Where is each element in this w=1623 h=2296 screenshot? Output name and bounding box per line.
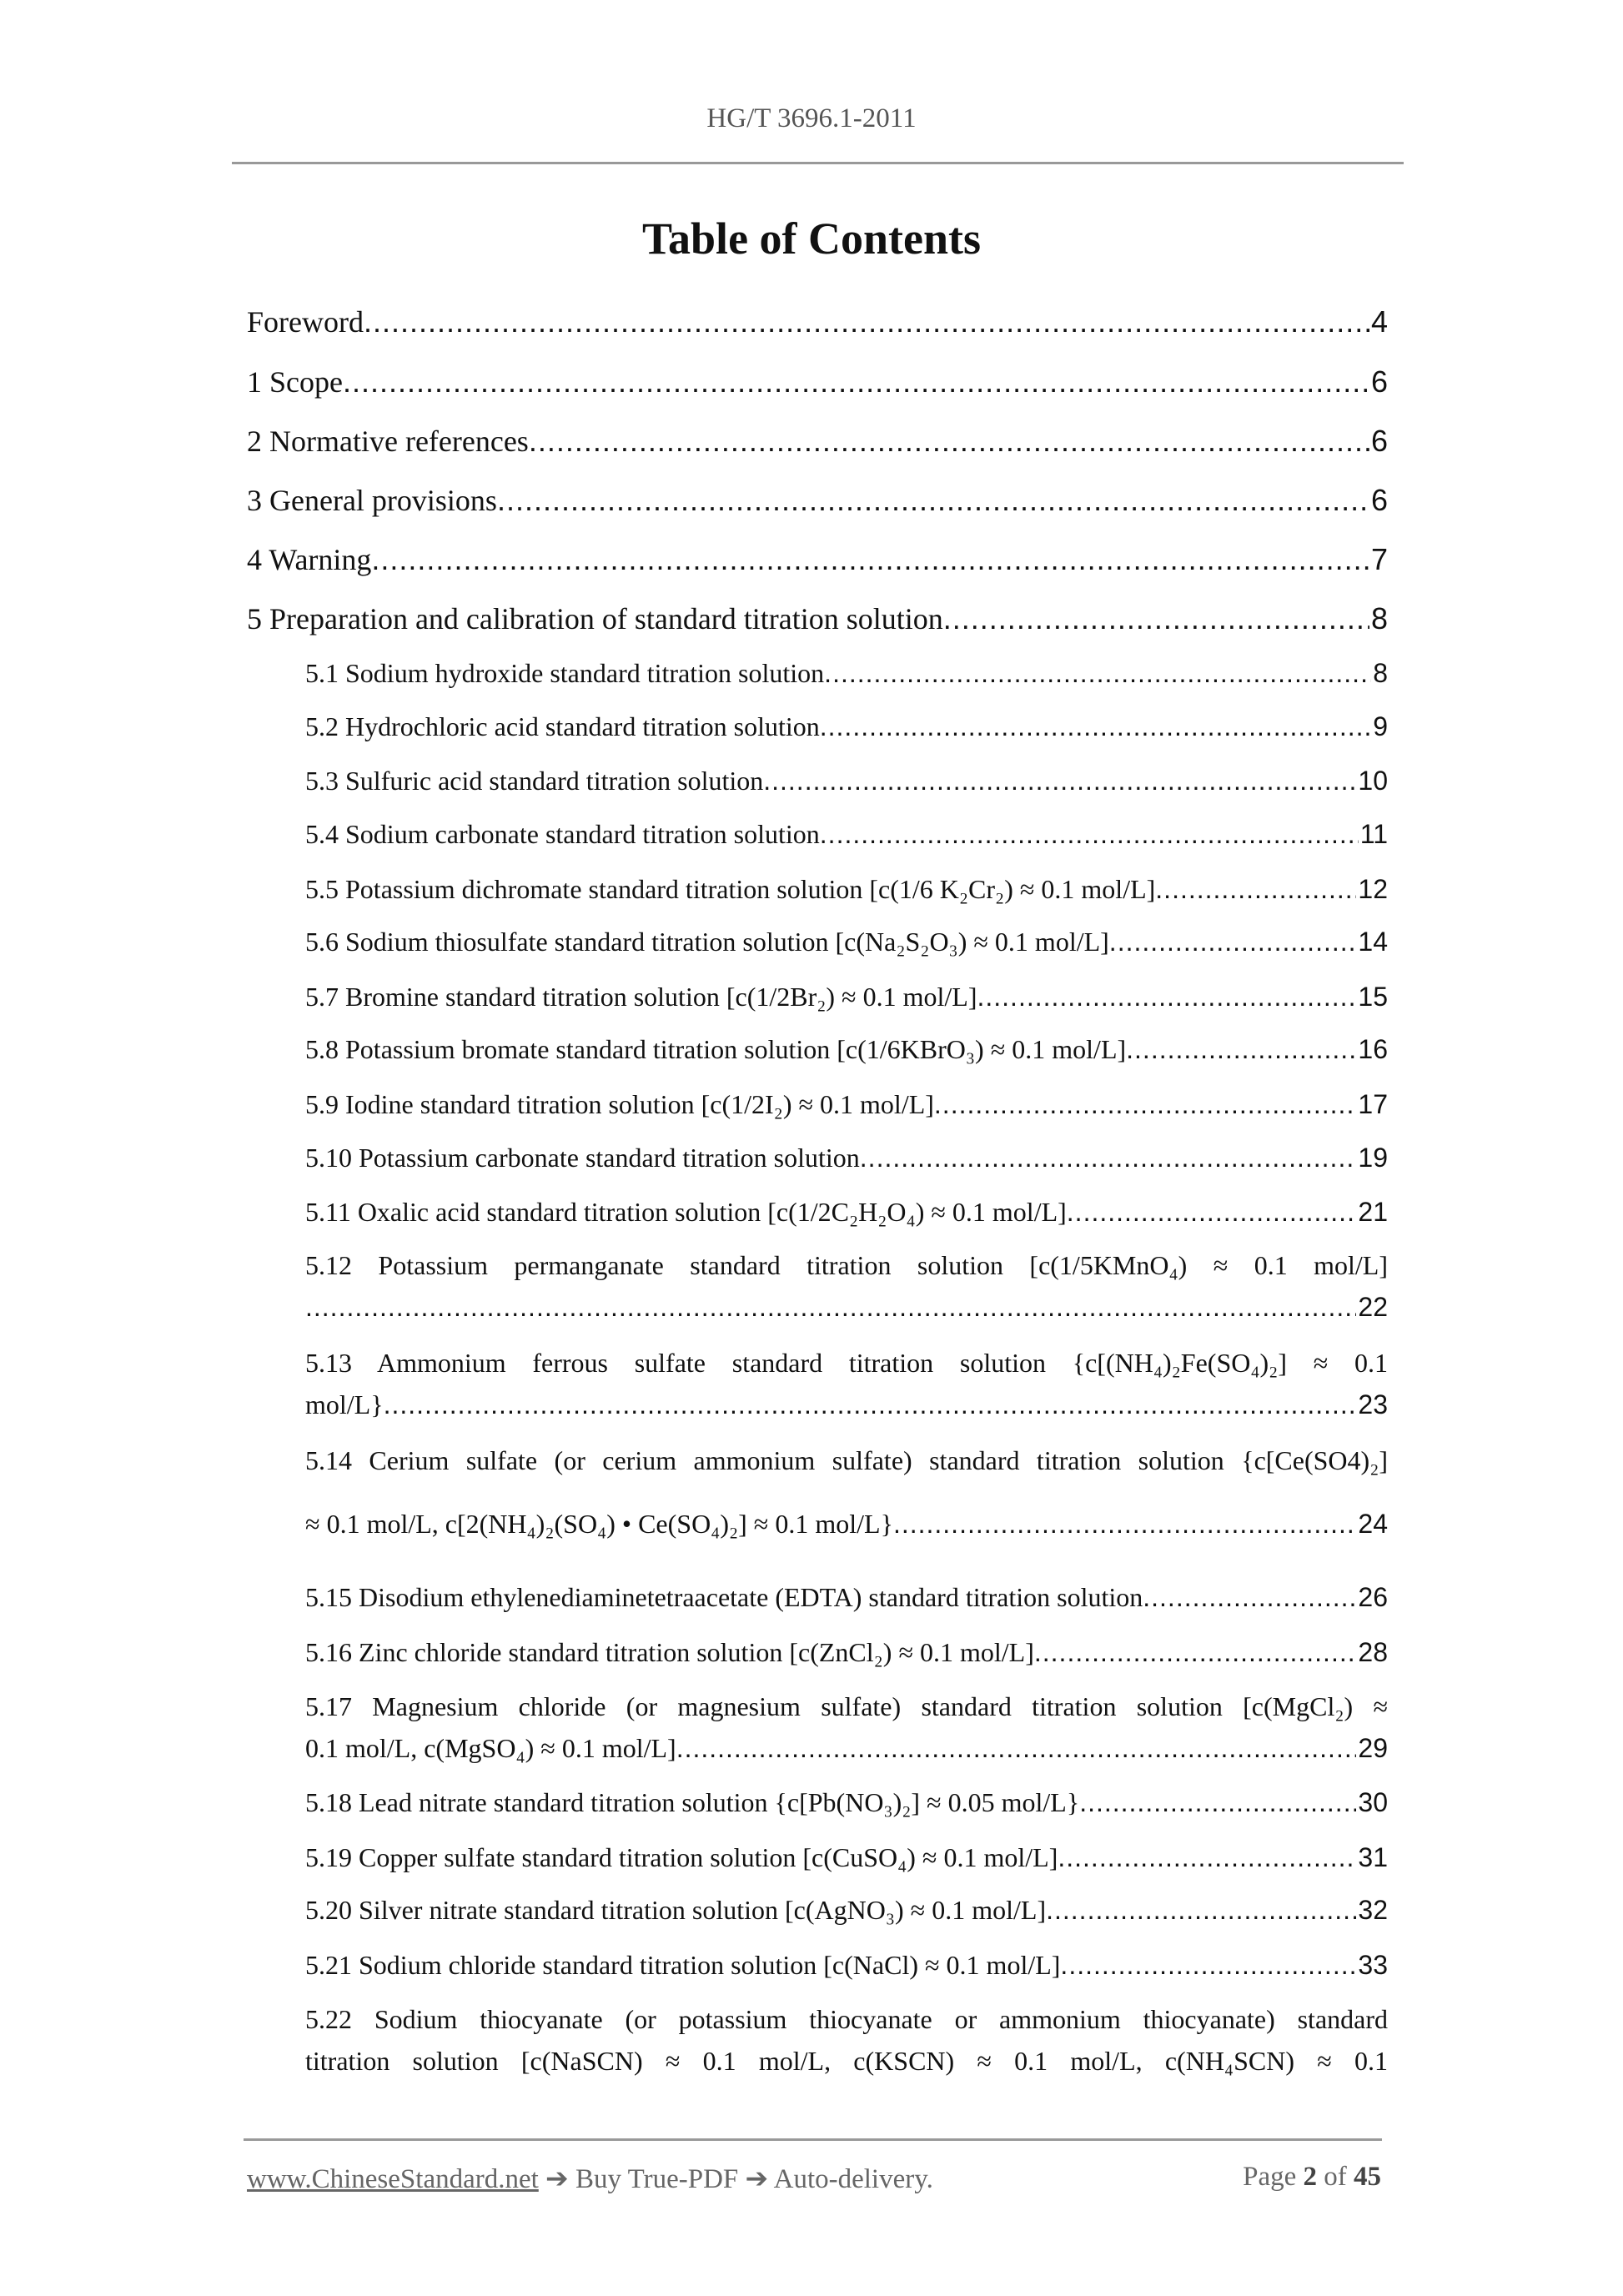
toc-entry[interactable] [305, 868, 1388, 910]
toc-page-number: 6 [1370, 424, 1388, 458]
toc-entry[interactable] [305, 1576, 1388, 1618]
dot-leader [343, 359, 1369, 405]
toc-entry[interactable] [305, 1191, 1388, 1233]
toc-page-number: 30 [1358, 1787, 1388, 1817]
toc-entry-line [247, 359, 1388, 405]
toc-entry-line [305, 1781, 1388, 1823]
dot-leader [364, 299, 1369, 345]
toc-entry[interactable] [305, 1342, 1388, 1425]
toc-entry-title: 5.17 Magnesium chloride (or magnesium sulfate) standard titration solution [c(MgCl₂) ≈ [305, 1691, 1388, 1721]
toc-entry-line [305, 1028, 1388, 1070]
toc-entry-line [305, 1384, 1388, 1425]
dot-leader [893, 1503, 1356, 1545]
toc-entry-title: 5.2 Hydrochloric acid standard titration solution [305, 711, 820, 741]
toc-page-number: 7 [1370, 542, 1388, 576]
buy-text: Buy True-PDF [575, 2164, 739, 2194]
toc-page-number: 21 [1358, 1197, 1388, 1227]
toc-entry-line [305, 1244, 1388, 1286]
page-indicator [1243, 2162, 1381, 2193]
toc-entry-title: 5.19 Copper sulfate standard titration solution [c(CuSO₄) ≈ 0.1 mol/L] [305, 1842, 1058, 1872]
toc-entry[interactable] [305, 706, 1388, 747]
toc-entry-line [305, 1836, 1388, 1878]
toc-entry-line [305, 1727, 1388, 1769]
website-link[interactable]: www.ChineseStandard.net [247, 2164, 539, 2194]
toc-entry-line [305, 706, 1388, 747]
toc-entry[interactable] [305, 1889, 1388, 1931]
toc-entry-title: 5.14 Cerium sulfate (or cerium ammonium sulfate) standard titration solution {c[Ce(SO4)₂] [305, 1445, 1388, 1475]
toc-entry-title: 5.11 Oxalic acid standard titration solution [c(1/2C₂H₂O₄) ≈ 0.1 mol/L] [305, 1197, 1067, 1227]
toc-page-number: 10 [1358, 766, 1388, 796]
dot-leader [824, 652, 1371, 694]
toc-entry-title: 5 Preparation and calibration of standard titration solution [247, 602, 943, 636]
toc-page-number: 26 [1358, 1582, 1388, 1612]
dot-leader [305, 1286, 1356, 1328]
toc-entry-title: 5.1 Sodium hydroxide standard titration solution [305, 658, 825, 688]
toc-entry-title: 5.5 Potassium dichromate standard titration solution [c(1/6 K₂Cr₂) ≈ 0.1 mol/L] [305, 874, 1156, 904]
toc-entry-title: mol/L} [305, 1389, 384, 1419]
toc-entry-line [305, 1083, 1388, 1125]
dot-leader [820, 706, 1371, 747]
dot-leader [1155, 868, 1356, 910]
toc-entry[interactable] [247, 418, 1388, 465]
toc-entry-title: 4 Warning [247, 543, 372, 576]
toc-entry[interactable] [305, 1781, 1388, 1823]
toc-entry-line [247, 536, 1388, 583]
toc-entry[interactable] [305, 1631, 1388, 1673]
toc-entry-title: 5.20 Silver nitrate standard titration solution [c(AgNO₃) ≈ 0.1 mol/L] [305, 1895, 1047, 1925]
footer-divider [244, 2138, 1382, 2141]
running-header: HG/T 3696.1-2011 [706, 103, 917, 133]
dot-leader [497, 477, 1369, 524]
toc-page-number: 8 [1370, 601, 1388, 636]
toc-entry-line [247, 418, 1388, 465]
toc-entry[interactable] [305, 1439, 1388, 1545]
toc-entry[interactable] [247, 299, 1388, 345]
toc-page-number: 4 [1370, 304, 1388, 339]
toc-entry-title: Foreword [247, 305, 364, 339]
toc-entry-title: 2 Normative references [247, 425, 529, 458]
dot-leader [763, 760, 1356, 801]
toc-entry[interactable] [247, 359, 1388, 405]
toc-entry-title: 5.6 Sodium thiosulfate standard titration solution [c(Na₂S₂O₃) ≈ 0.1 mol/L] [305, 927, 1109, 957]
toc-page-number: 11 [1359, 819, 1388, 849]
dot-leader [371, 536, 1369, 583]
toc-entry-title: 5.9 Iodine standard titration solution [c(1/2I₂) ≈ 0.1 mol/L] [305, 1089, 934, 1119]
toc-entry-line [305, 1998, 1388, 2040]
toc-entry-title: 5.4 Sodium carbonate standard titration solution [305, 819, 820, 849]
page-label: Page [1243, 2162, 1297, 2192]
toc-entry-title: ≈ 0.1 mol/L, c[2(NH₄)₂(SO₄) • Ce(SO₄)₂] ≈ 0.1 mol/L} [305, 1509, 893, 1539]
dot-leader [529, 418, 1369, 465]
dot-leader [1143, 1576, 1356, 1618]
dot-leader [1060, 1944, 1356, 1986]
dot-leader [977, 976, 1356, 1017]
toc-page-number: 23 [1358, 1389, 1388, 1419]
toc-entry[interactable] [247, 477, 1388, 524]
toc-page-number: 14 [1358, 927, 1388, 957]
toc-entry[interactable] [247, 536, 1388, 583]
dot-leader [1067, 1191, 1357, 1233]
toc-page-number: 15 [1358, 982, 1388, 1012]
arrow-icon: ➔ [545, 2164, 569, 2194]
toc-entry-line [305, 813, 1388, 855]
dot-leader [1034, 1631, 1357, 1673]
toc-entry-title: 5.3 Sulfuric acid standard titration solution [305, 766, 764, 796]
toc-entry-title: 5.7 Bromine standard titration solution [c(1/2Br₂) ≈ 0.1 mol/L] [305, 982, 977, 1012]
toc-entry-line [305, 976, 1388, 1017]
toc-entry-line [305, 1944, 1388, 1986]
toc-page-number: 24 [1358, 1509, 1388, 1539]
toc-page-number: 16 [1358, 1034, 1388, 1064]
toc-entry-line [305, 760, 1388, 801]
toc-entry-title: 5.12 Potassium permanganate standard titration solution [c(1/5KMnO₄) ≈ 0.1 mol/L] [305, 1250, 1388, 1280]
toc-entry-title: 0.1 mol/L, c(MgSO₄) ≈ 0.1 mol/L] [305, 1733, 676, 1763]
toc-page-number: 17 [1358, 1089, 1388, 1119]
toc-page-number: 28 [1358, 1637, 1388, 1667]
toc-entry[interactable] [305, 813, 1388, 855]
toc-page-number: 6 [1370, 364, 1388, 399]
toc-entry[interactable] [305, 760, 1388, 801]
toc-entry-line [305, 921, 1388, 962]
delivery-text: Auto-delivery. [773, 2164, 933, 2194]
page-current: 2 [1303, 2162, 1317, 2192]
toc-entry[interactable] [305, 1028, 1388, 1070]
toc-entry[interactable] [305, 1944, 1388, 1986]
dot-leader [1046, 1889, 1356, 1931]
dot-leader [820, 813, 1359, 855]
toc-entry-line [305, 652, 1388, 694]
dot-leader [676, 1727, 1357, 1769]
toc-entry-title: 5.10 Potassium carbonate standard titration solution [305, 1143, 860, 1173]
toc-entry[interactable] [305, 1137, 1388, 1178]
toc-entry-line [305, 1576, 1388, 1618]
toc-entry-line [305, 868, 1388, 910]
toc-entry[interactable] [305, 1244, 1388, 1328]
dot-leader [1079, 1781, 1356, 1823]
toc-page-number: 9 [1373, 711, 1388, 741]
toc-entry-line [305, 1631, 1388, 1673]
page-total: 45 [1354, 2162, 1381, 2192]
toc-entry-title: 5.16 Zinc chloride standard titration solution [c(ZnCl₂) ≈ 0.1 mol/L] [305, 1637, 1034, 1667]
toc-entry-line [305, 1137, 1388, 1178]
toc-entry[interactable] [305, 652, 1388, 694]
toc-entry[interactable] [305, 921, 1388, 962]
toc-entry[interactable] [305, 1083, 1388, 1125]
toc-page-number: 12 [1358, 874, 1388, 904]
toc-entry[interactable] [247, 595, 1388, 642]
arrow-icon: ➔ [745, 2164, 769, 2194]
toc-page-number: 19 [1358, 1143, 1388, 1173]
toc-entry-line [305, 1686, 1388, 1727]
dot-leader [860, 1137, 1357, 1178]
page-title: Table of Contents [641, 214, 982, 264]
toc-entry-line [247, 595, 1388, 642]
footer-left [247, 2162, 933, 2195]
dot-leader [943, 595, 1369, 642]
toc-page-number: 31 [1358, 1842, 1388, 1872]
toc-page-number: 33 [1358, 1950, 1388, 1980]
toc-entry-line [247, 477, 1388, 524]
toc-entry-line [305, 1503, 1388, 1545]
toc-entry[interactable] [305, 976, 1388, 1017]
toc-entry[interactable] [305, 1998, 1388, 2082]
toc-entry-title: 5.13 Ammonium ferrous sulfate standard titration solution {c[(NH₄)₂Fe(SO₄)₂] ≈ 0.1 [305, 1348, 1388, 1378]
toc-entry-line [305, 1342, 1388, 1384]
toc-page-number: 29 [1358, 1733, 1388, 1763]
toc-entry-title: 5.15 Disodium ethylenediaminetetraacetate (EDTA) standard titration solution [305, 1582, 1143, 1612]
header-divider [232, 162, 1404, 164]
toc-entry-title: 5.8 Potassium bromate standard titration solution [c(1/6KBrO₃) ≈ 0.1 mol/L] [305, 1034, 1127, 1064]
toc-entry-line [305, 1439, 1388, 1481]
of-label: of [1324, 2162, 1347, 2192]
toc-entry-line [305, 1191, 1388, 1233]
toc-entry-line [305, 1286, 1388, 1328]
dot-leader [1126, 1028, 1356, 1070]
toc-page-number: 22 [1358, 1292, 1388, 1322]
toc-entry-line [305, 2040, 1388, 2082]
toc-entry-title: 5.18 Lead nitrate standard titration solution {c[Pb(NO₃)₂] ≈ 0.05 mol/L} [305, 1787, 1080, 1817]
toc-page-number: 32 [1358, 1895, 1388, 1925]
dot-leader [384, 1384, 1357, 1425]
toc-entry[interactable] [305, 1686, 1388, 1769]
dot-leader [934, 1083, 1357, 1125]
toc-page-number: 8 [1373, 658, 1388, 688]
dot-leader [1058, 1836, 1356, 1878]
dot-leader [1109, 921, 1357, 962]
toc-entry-title: 1 Scope [247, 365, 343, 399]
toc-page-number: 6 [1370, 483, 1388, 517]
toc-entry-title: 3 General provisions [247, 484, 497, 517]
toc-entry-line [305, 1889, 1388, 1931]
toc-entry-title: 5.21 Sodium chloride standard titration solution [c(NaCl) ≈ 0.1 mol/L] [305, 1950, 1061, 1980]
toc-entry[interactable] [305, 1836, 1388, 1878]
toc-entry-line [247, 299, 1388, 345]
toc-entry-title: titration solution [c(NaSCN) ≈ 0.1 mol/L, c(KSCN) ≈ 0.1 mol/L, c(NH₄SCN) ≈ 0.1 [305, 2046, 1388, 2076]
toc-entry-title: 5.22 Sodium thiocyanate (or potassium thiocyanate or ammonium thiocyanate) standard [305, 2004, 1388, 2034]
